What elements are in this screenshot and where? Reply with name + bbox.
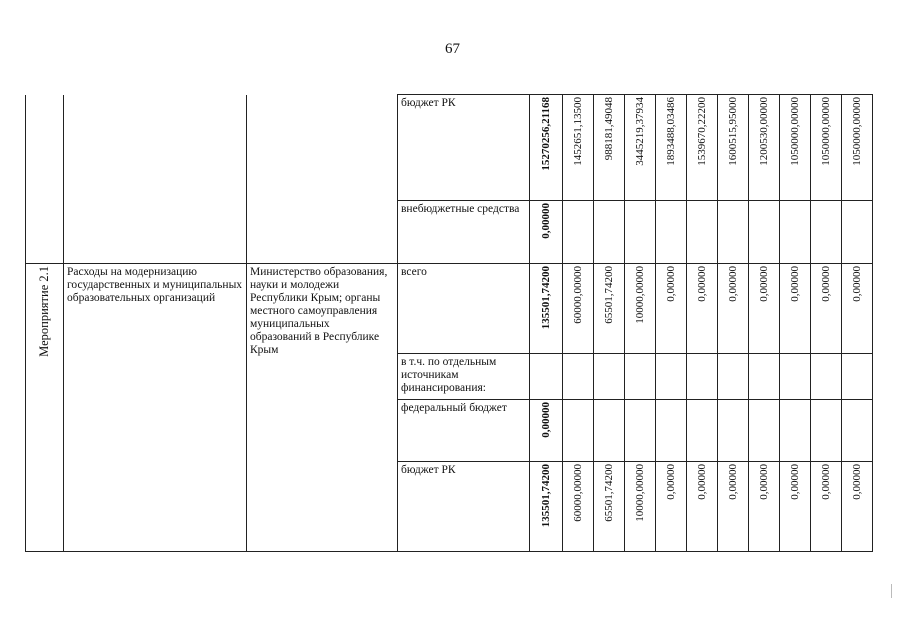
year-cell [718, 400, 749, 462]
total-cell [530, 354, 563, 400]
year-cell: 0,00000 [811, 462, 842, 552]
year-cell: 0,00000 [656, 462, 687, 552]
year-cell [842, 201, 873, 264]
year-cell [780, 354, 811, 400]
year-cell [842, 400, 873, 462]
total-cell: 135501,74200 [530, 462, 563, 552]
total-cell: 15270256,21168 [530, 95, 563, 201]
year-cell: 0,00000 [780, 462, 811, 552]
year-cell: 1050000,00000 [780, 95, 811, 201]
year-cell: 1050000,00000 [842, 95, 873, 201]
total-cell: 0,00000 [530, 201, 563, 264]
year-cell [656, 354, 687, 400]
year-cell: 1893488,03486 [656, 95, 687, 201]
year-cell [811, 400, 842, 462]
year-cell [594, 400, 625, 462]
year-cell [718, 354, 749, 400]
year-cell [749, 201, 780, 264]
year-cell: 65501,74200 [594, 462, 625, 552]
year-cell: 0,00000 [718, 462, 749, 552]
year-cell [780, 201, 811, 264]
source-cell: внебюджетные средства [398, 201, 530, 264]
year-cell [687, 400, 718, 462]
year-cell [625, 354, 656, 400]
page-number: 67 [445, 41, 460, 57]
year-cell: 0,00000 [842, 264, 873, 354]
year-cell: 0,00000 [718, 264, 749, 354]
year-cell: 60000,00000 [563, 462, 594, 552]
measure-executor-cell: Министерство образования, науки и молодежи Республики Крым; органы местного самоуправления муниципальных образований в Республике Крым [247, 264, 398, 552]
year-cell [563, 354, 594, 400]
continued-id-cell [26, 95, 64, 264]
year-cell [718, 201, 749, 264]
continued-name-cell [64, 95, 247, 264]
year-cell: 1600515,95000 [718, 95, 749, 201]
year-cell: 0,00000 [780, 264, 811, 354]
source-cell: федеральный бюджет [398, 400, 530, 462]
year-cell: 0,00000 [842, 462, 873, 552]
year-cell [749, 354, 780, 400]
table-row [26, 264, 873, 354]
total-cell: 0,00000 [530, 400, 563, 462]
year-cell [811, 201, 842, 264]
year-cell: 0,00000 [811, 264, 842, 354]
scan-artifact [891, 584, 892, 598]
source-cell: в т.ч. по отдельным источникам финансирования: [398, 354, 530, 400]
source-cell: бюджет РК [398, 462, 530, 552]
year-cell [594, 201, 625, 264]
year-cell: 0,00000 [687, 462, 718, 552]
year-cell [625, 400, 656, 462]
year-cell: 0,00000 [687, 264, 718, 354]
year-cell [780, 400, 811, 462]
table-row [26, 95, 873, 201]
year-cell: 60000,00000 [563, 264, 594, 354]
year-cell [594, 354, 625, 400]
year-cell: 1200530,00000 [749, 95, 780, 201]
year-cell: 65501,74200 [594, 264, 625, 354]
measure-name-cell: Расходы на модернизацию государственных и муниципальных образовательных организаций [64, 264, 247, 552]
year-cell: 0,00000 [749, 462, 780, 552]
source-cell: бюджет РК [398, 95, 530, 201]
year-cell [656, 400, 687, 462]
year-cell [656, 201, 687, 264]
total-cell: 135501,74200 [530, 264, 563, 354]
year-cell: 3445219,37934 [625, 95, 656, 201]
year-cell: 1050000,00000 [811, 95, 842, 201]
year-cell [842, 354, 873, 400]
year-cell [811, 354, 842, 400]
year-cell [625, 201, 656, 264]
measure-id-cell: Мероприятие 2.1 [26, 264, 64, 552]
budget-table [25, 94, 873, 552]
year-cell: 10000,00000 [625, 462, 656, 552]
year-cell: 988181,49048 [594, 95, 625, 201]
year-cell: 1452651,13500 [563, 95, 594, 201]
year-cell: 0,00000 [656, 264, 687, 354]
year-cell [563, 400, 594, 462]
source-cell: всего [398, 264, 530, 354]
continued-executor-cell [247, 95, 398, 264]
year-cell: 0,00000 [749, 264, 780, 354]
year-cell [563, 201, 594, 264]
year-cell: 10000,00000 [625, 264, 656, 354]
year-cell [749, 400, 780, 462]
year-cell [687, 201, 718, 264]
year-cell [687, 354, 718, 400]
year-cell: 1539670,22200 [687, 95, 718, 201]
